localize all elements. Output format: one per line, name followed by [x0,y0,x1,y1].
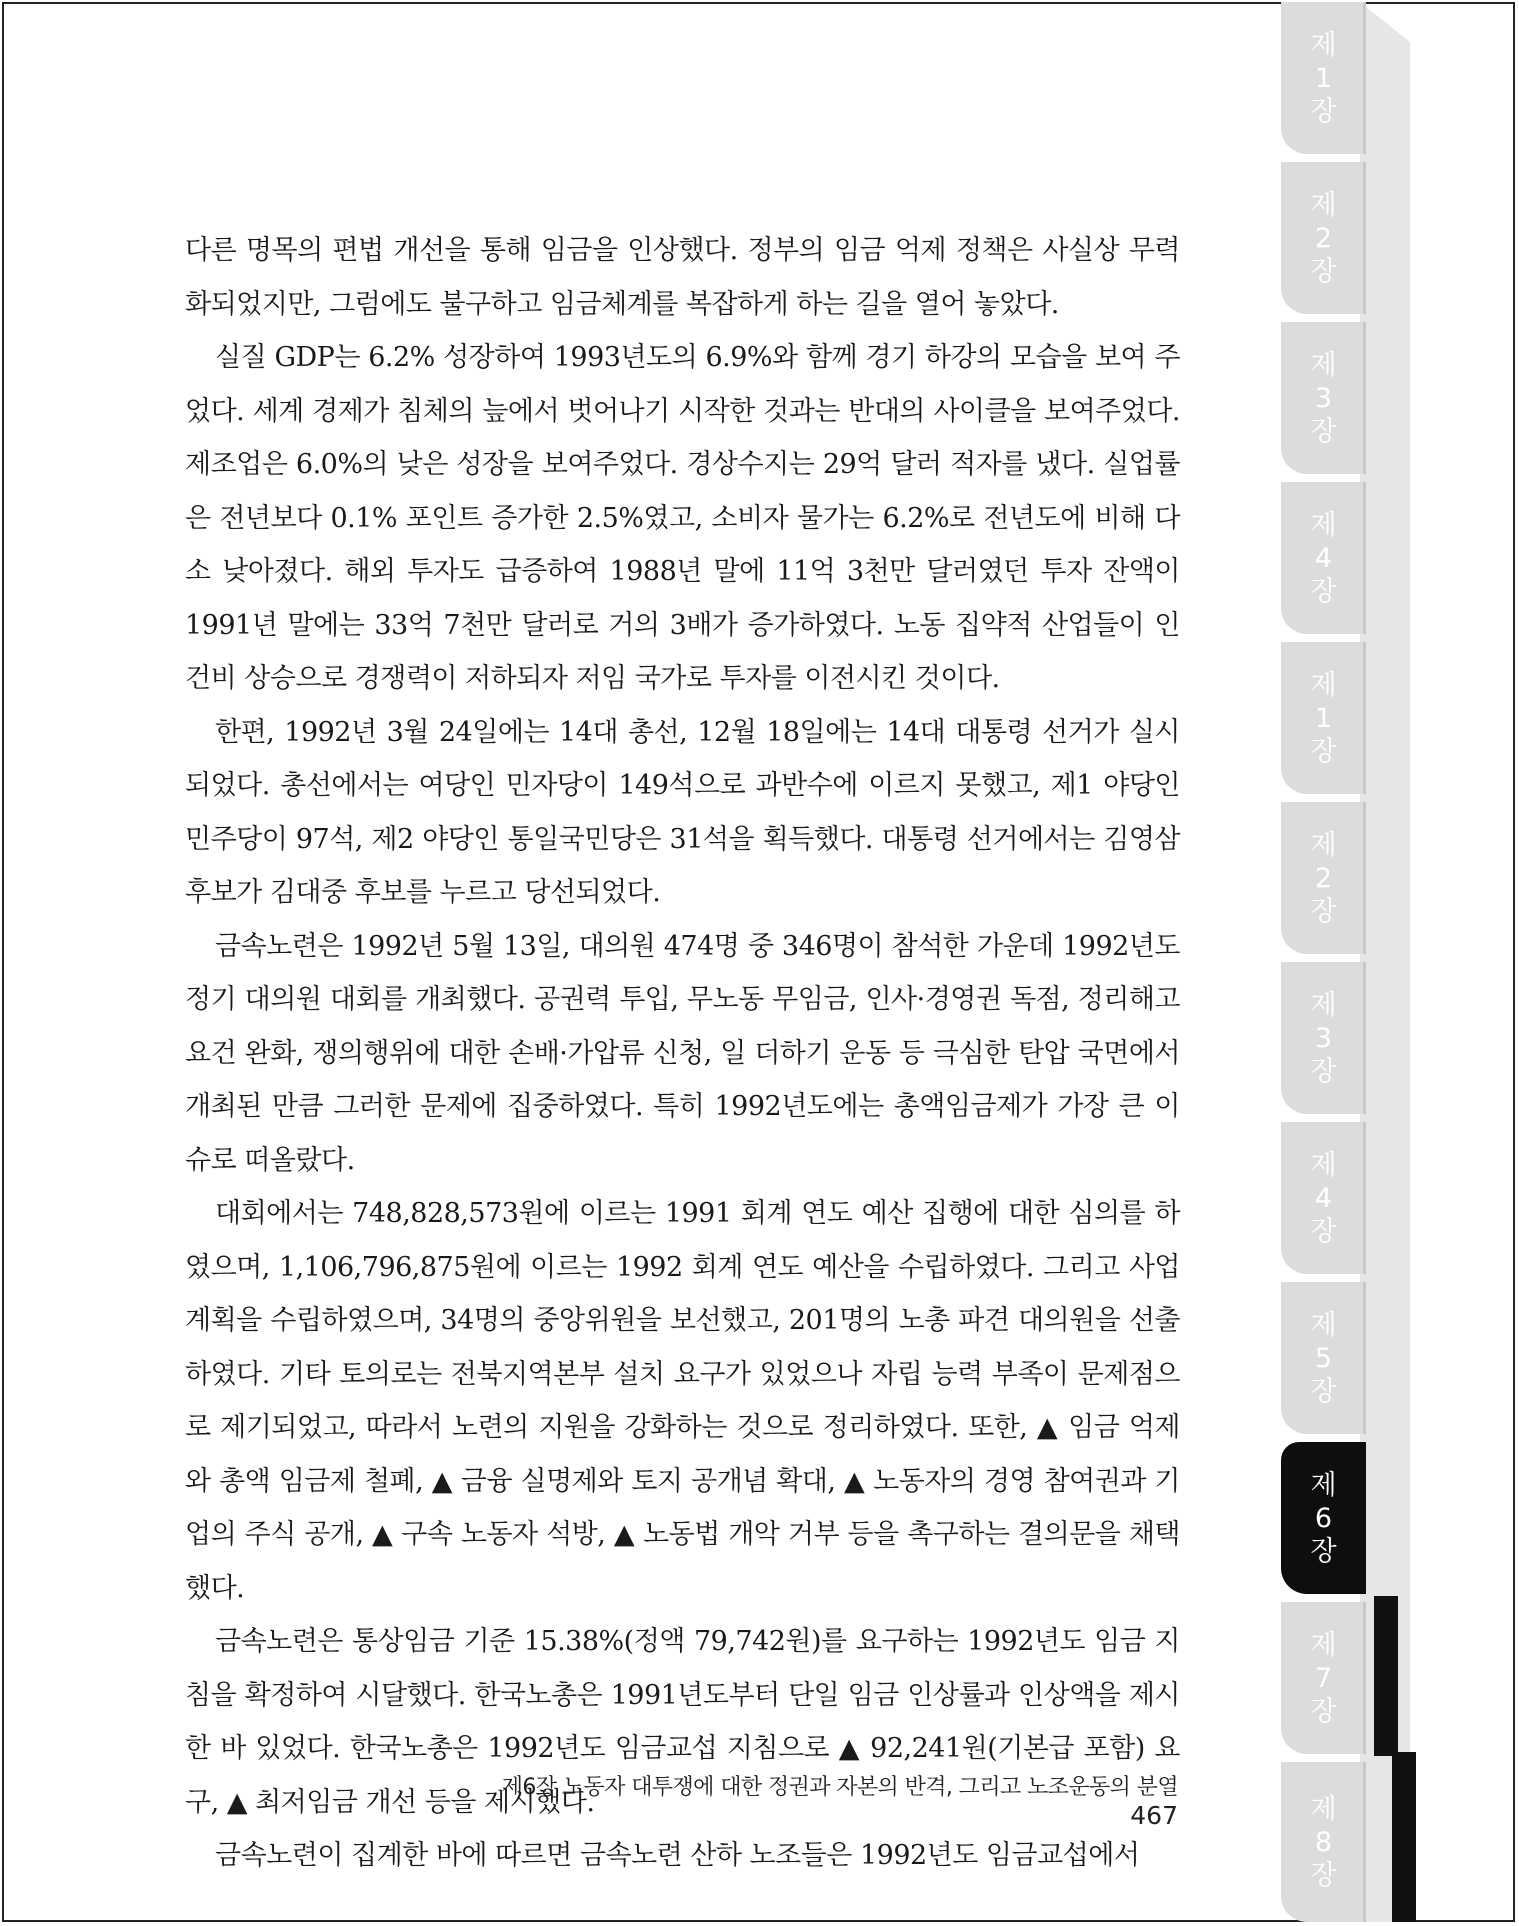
paragraph: 다른 명목의 편법 개선을 통해 임금을 인상했다. 정부의 임금 억제 정책은 사실상 무력화되었지만, 그럼에도 불구하고 임금체계를 복잡하게 하는 길을 열어 놓았다. [185,235,1180,320]
chapter-tab-post: 장 [1310,415,1337,447]
chapter-tab-post: 장 [1310,1535,1337,1567]
body-text [185,224,1180,1883]
chapter-tab[interactable] [1281,1122,1366,1274]
chapter-tab-pre: 제 [1310,1149,1337,1181]
chapter-tab-num: 3 [1314,382,1333,414]
chapter-tab-post: 장 [1310,1859,1337,1891]
chapter-tab-pre: 제 [1310,829,1337,861]
chapter-tab-num: 4 [1314,1182,1333,1214]
chapter-tab-num: 1 [1314,62,1333,94]
chapter-tab[interactable] [1281,1282,1366,1434]
chapter-tab[interactable] [1281,1762,1366,1922]
chapter-tab-pre: 제 [1310,669,1337,701]
chapter-tab-post: 장 [1310,255,1337,287]
chapter-tab-num: 1 [1314,702,1333,734]
chapter-tab[interactable] [1281,322,1366,474]
paragraph: 한편, 1992년 3월 24일에는 14대 총선, 12월 18일에는 14대 대통령 선거가 실시되었다. 총선에서는 여당인 민자당이 149석으로 과반수에 이르지 못했고, 제1 야당인 민주당이 97석, 제2 야당인 통일국민당은 31석을 획득했다. 대통령 선거에서는 김영삼 후보가 김대중 후보를 누르고 당선되었다. [185,716,1180,908]
chapter-tab[interactable] [1281,802,1366,954]
paragraph: 금속노련은 1992년 5월 13일, 대의원 474명 중 346명이 참석한 가운데 1992년도 정기 대의원 대회를 개최했다. 공권력 투입, 무노동 무임금, 인사·경영권 독점, 정리해고 요건 완화, 쟁의행위에 대한 손배·가압류 신청, 일 더하기 운동 등 극심한 탄압 국면에서 개최된 만큼 그러한 문제에 집중하였다. 특히 1992년도에는 총액임금제가 가장 큰 이슈로 떠올랐다. [185,930,1180,1176]
chapter-tab-pre: 제 [1310,189,1337,221]
chapter-tab-pre: 제 [1310,989,1337,1021]
page-number: 467 [1130,1801,1178,1830]
chapter-tab-pre: 제 [1310,29,1337,61]
chapter-tab[interactable] [1281,482,1366,634]
page-footer [478,1770,1178,1830]
chapter-tab-post: 장 [1310,1215,1337,1247]
chapter-tab-num: 8 [1314,1826,1333,1858]
chapter-tab-post: 장 [1310,1055,1337,1087]
chapter-tab[interactable] [1281,162,1366,314]
chapter-tab-num: 7 [1314,1662,1333,1694]
paragraph: 대회에서는 748,828,573원에 이르는 1991 회계 연도 예산 집행에 대한 심의를 하였으며, 1,106,796,875원에 이르는 1992 회계 연도 예산을 수립하였다. 그리고 사업 계획을 수립하였으며, 34명의 중앙위원을 보선했고, 201명의 노총 파견 대의원을 선출하였다. 기타 토의로는 전북지역본부 설치 요구가 있었으나 자립 능력 부족이 문제점으로 제기되었고, 따라서 노련의 지원을 강화하는 것으로 정리하였다. 또한, ▲ 임금 억제와 총액 임금제 철폐, ▲ 금융 실명제와 토지 공개념 확대, ▲ 노동자의 경영 참여권과 기업의 주식 공개, ▲ 구속 노동자 석방, ▲ 노동법 개악 거부 등을 촉구하는 결의문을 채택했다. [185,1198,1180,1604]
chapter-tab-post: 장 [1310,1695,1337,1727]
running-head: 제6장 노동자 대투쟁에 대한 정권과 자본의 반격, 그리고 노조운동의 분열 [501,1775,1178,1800]
chapter-tab[interactable] [1281,2,1366,154]
chapter-tab-num: 6 [1314,1502,1333,1534]
paragraph: 금속노련이 집계한 바에 따르면 금속노련 산하 노조들은 1992년도 임금교섭에서 [215,1840,1140,1871]
chapter-tab-pre: 제 [1310,1309,1337,1341]
chapter-tab-num: 2 [1314,222,1333,254]
book-edge-mark [1374,1596,1398,1756]
paragraph: 금속노련은 통상임금 기준 15.38%(정액 79,742원)를 요구하는 1992년도 임금 지침을 확정하여 시달했다. 한국노총은 1991년도부터 단일 임금 인상률과 인상액을 제시한 바 있었다. 한국노총은 1992년도 임금교섭 지침으로 ▲ 92,241원(기본급 포함) 요구, ▲ 최저임금 개선 등을 제시했다. [185,1626,1180,1818]
chapter-tab-post: 장 [1310,735,1337,767]
chapter-tab-post: 장 [1310,95,1337,127]
paragraph: 실질 GDP는 6.2% 성장하여 1993년도의 6.9%와 함께 경기 하강의 모습을 보여 주었다. 세계 경제가 침체의 늪에서 벗어나기 시작한 것과는 반대의 사이클을 보여주었다. 제조업은 6.0%의 낮은 성장을 보여주었다. 경상수지는 29억 달러 적자를 냈다. 실업률은 전년보다 0.1% 포인트 증가한 2.5%였고, 소비자 물가는 6.2%로 전년도에 비해 다소 낮아졌다. 해외 투자도 급증하여 1988년 말에 11억 3천만 달러였던 투자 잔액이 1991년 말에는 33억 7천만 달러로 거의 3배가 증가하였다. 노동 집약적 산업들이 인건비 상승으로 경쟁력이 저하되자 저임 국가로 투자를 이전시킨 것이다. [185,342,1180,694]
chapter-tabs [1281,0,1366,1926]
chapter-tab-pre: 제 [1310,1793,1337,1825]
chapter-tab-active[interactable] [1281,1442,1366,1594]
chapter-tab-pre: 제 [1310,349,1337,381]
chapter-tab-num: 4 [1314,542,1333,574]
chapter-tab-pre: 제 [1310,509,1337,541]
chapter-tab-pre: 제 [1310,1629,1337,1661]
chapter-tab-post: 장 [1310,575,1337,607]
chapter-tab[interactable] [1281,1602,1366,1754]
chapter-tab-num: 3 [1314,1022,1333,1054]
chapter-tab-num: 5 [1314,1342,1333,1374]
chapter-tab-post: 장 [1310,895,1337,927]
chapter-tab-post: 장 [1310,1375,1337,1407]
chapter-tab[interactable] [1281,642,1366,794]
chapter-tab-pre: 제 [1310,1469,1337,1501]
book-edge-mark [1392,1752,1416,1922]
chapter-tab[interactable] [1281,962,1366,1114]
chapter-tab-num: 2 [1314,862,1333,894]
